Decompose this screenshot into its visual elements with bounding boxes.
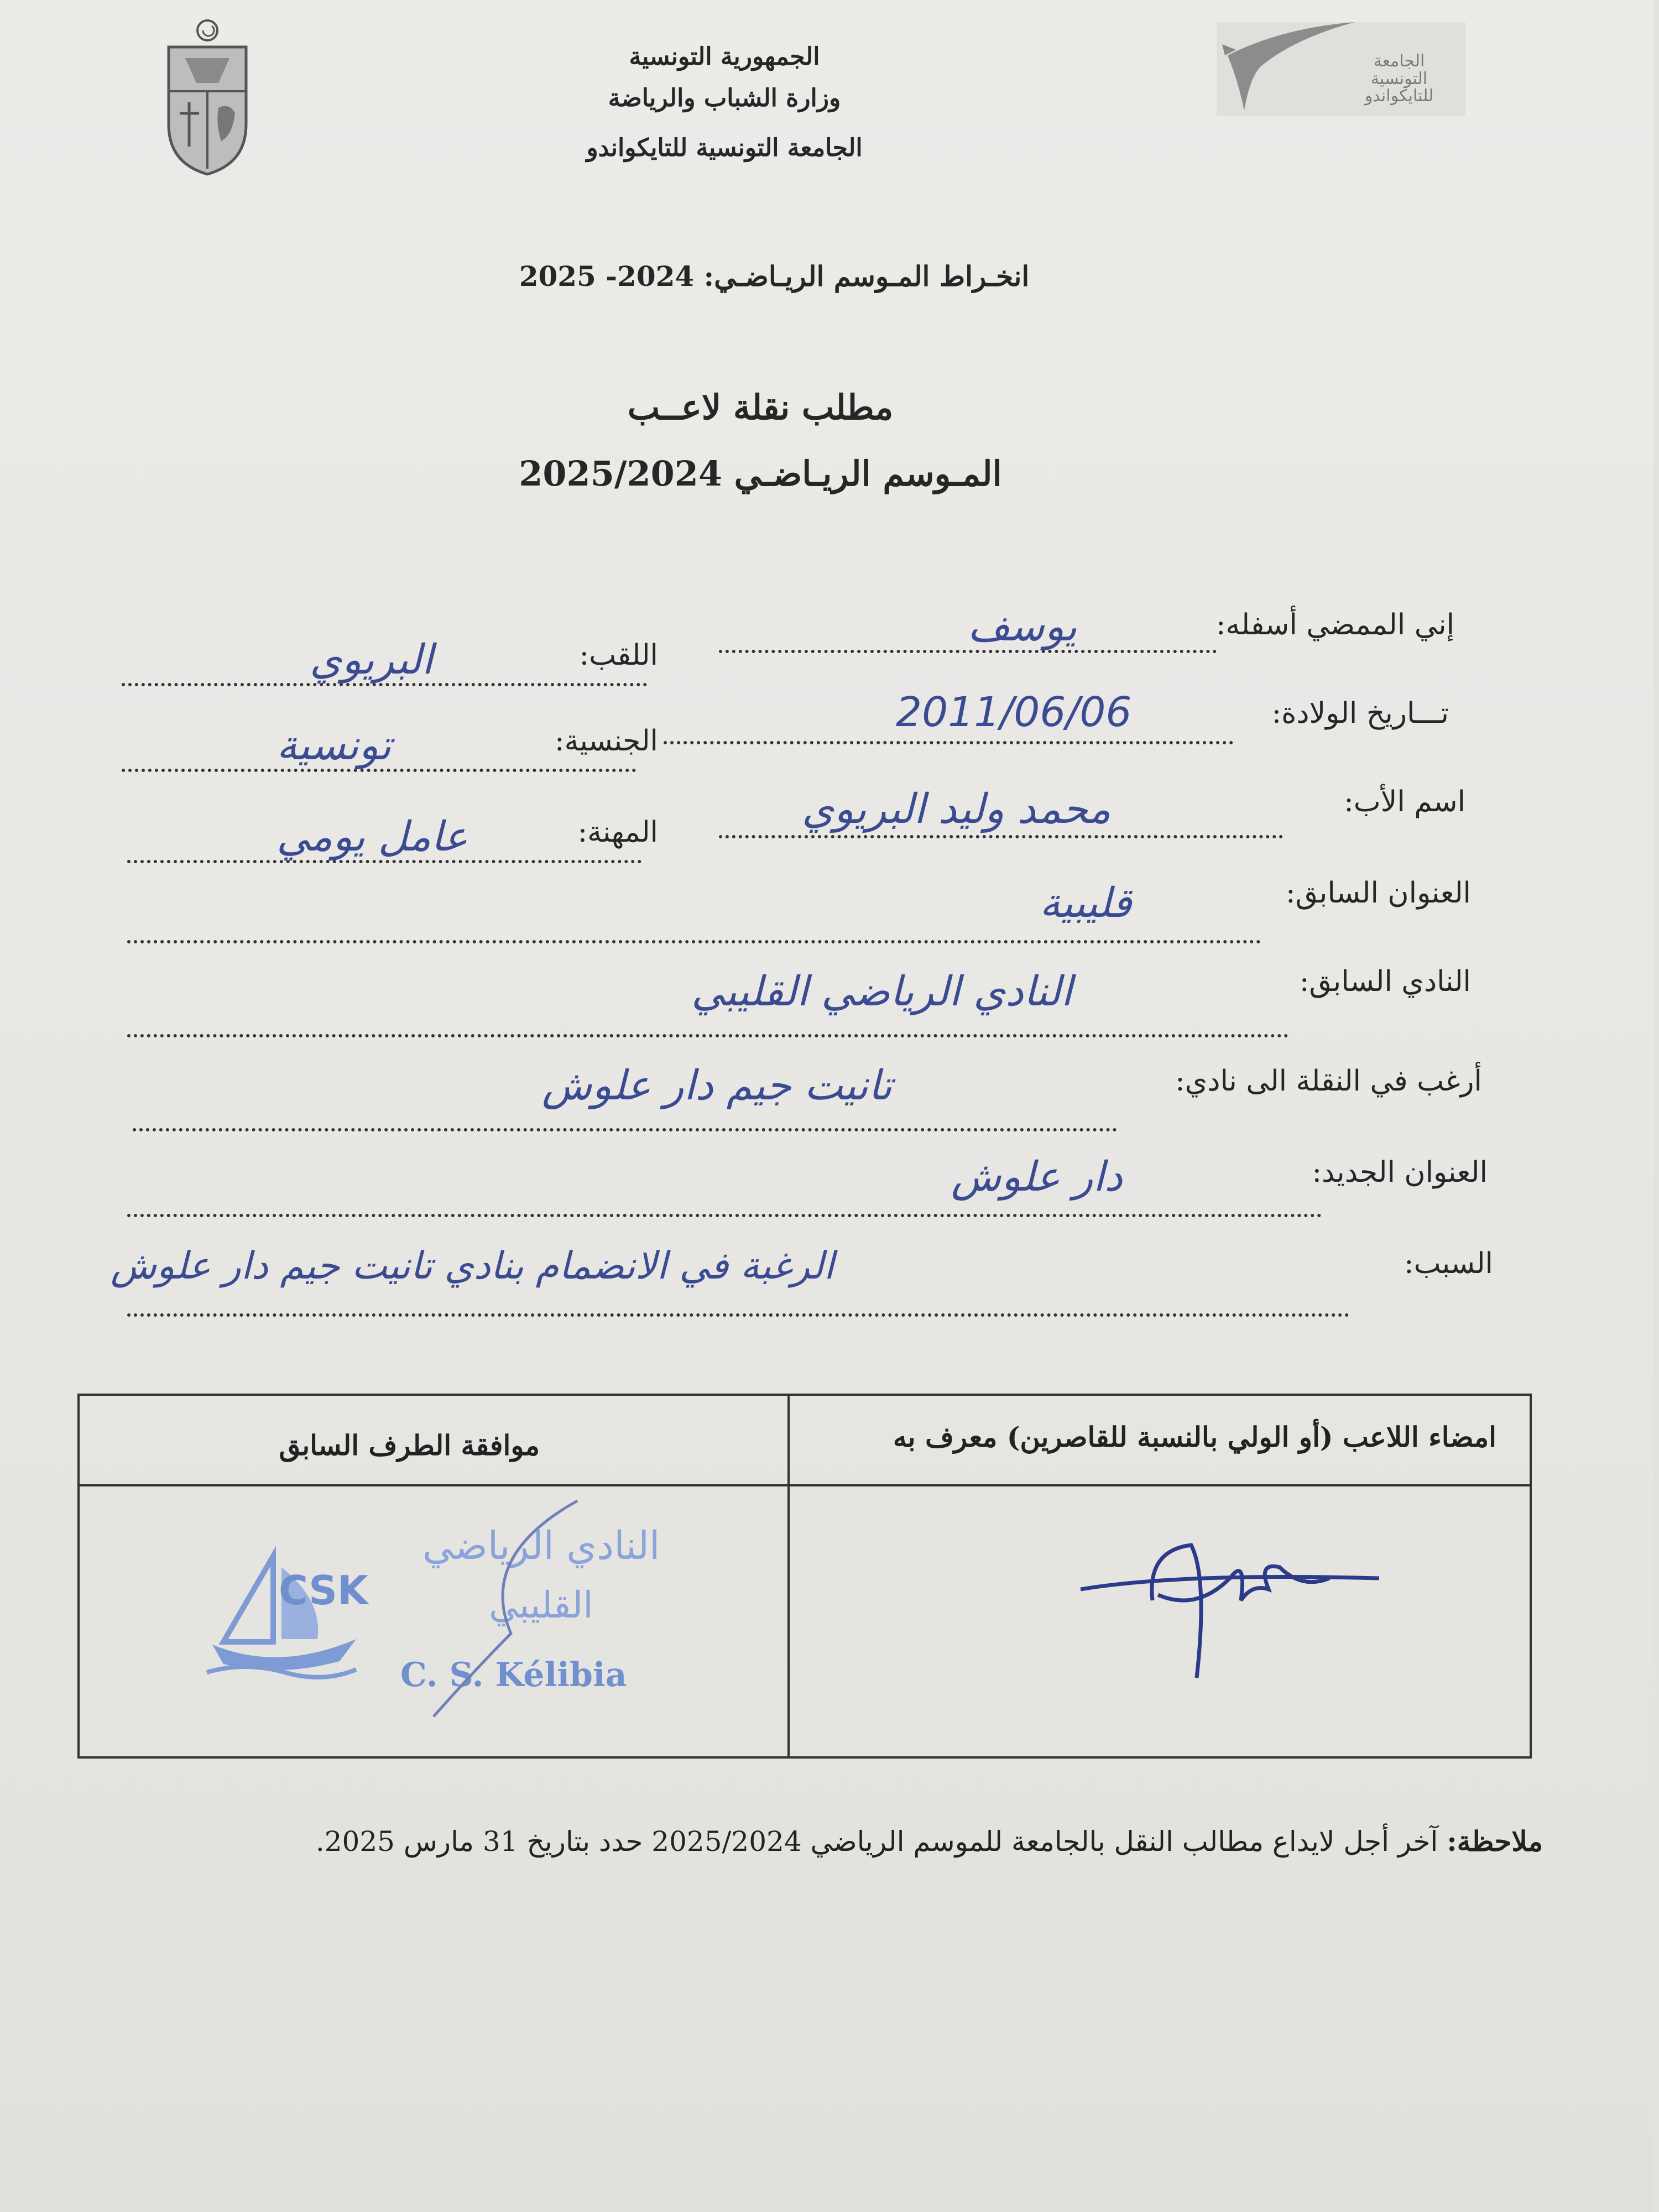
header-federation: الجامعة التونسية للتايكواندو <box>586 134 863 162</box>
stamp-latin: C. S. Kélibia <box>400 1656 627 1694</box>
new-address-dotline <box>127 1214 1322 1217</box>
old-club-label: النادي السابق: <box>1299 965 1471 998</box>
birth-date-value[interactable]: 2011/06/06 <box>896 688 1132 736</box>
player-signature <box>1070 1512 1401 1700</box>
reason-dotline <box>127 1313 1349 1317</box>
stamp-abbr: CSK <box>279 1567 368 1614</box>
note-text: آخر أجل لايداع مطالب النقل بالجامعة للموسم الرياضي 2025/2024 حدد بتاريخ 31 مارس 2025. <box>315 1825 1438 1858</box>
page-subtitle: المـوسم الريـاضـي 2025/2024 <box>519 453 1002 494</box>
table-header-divider <box>80 1484 1530 1486</box>
new-address-value[interactable]: دار علوش <box>951 1153 1123 1201</box>
page-title: مطلب نقلة لاعــب <box>627 387 894 427</box>
federation-logo <box>1217 22 1465 116</box>
nationality-value[interactable]: تونسية <box>276 722 392 769</box>
footer-note <box>316 1825 1543 1858</box>
player-signature-header: امضاء اللاعب (أو الولي بالنسبة للقاصرين) معرف به <box>893 1421 1496 1453</box>
name-value[interactable]: يوسف <box>968 603 1077 650</box>
birth-date-label: تـــاريخ الولادة: <box>1271 697 1449 730</box>
logo-text <box>1338 53 1460 105</box>
surname-value[interactable]: البريوي <box>310 636 434 684</box>
header-republic: الجمهورية التونسية <box>629 43 820 71</box>
birth-date-dotline <box>664 741 1233 744</box>
previous-party-approval-header: موافقة الطرف السابق <box>279 1429 540 1462</box>
surname-label: اللقب: <box>579 639 658 672</box>
stamp-signature-stroke <box>367 1490 588 1722</box>
stamp-arabic-line-2: القليبي <box>489 1584 593 1626</box>
approval-table <box>77 1394 1532 1759</box>
reason-label: السبب: <box>1404 1247 1493 1280</box>
logo-line-1: الجامعة <box>1373 51 1425 71</box>
father-name-dotline <box>719 835 1283 838</box>
new-club-value[interactable]: تانيت جيم دار علوش <box>542 1062 893 1109</box>
old-address-value[interactable]: قليبية <box>1040 879 1132 927</box>
father-name-label: اسم الأب: <box>1344 785 1465 818</box>
old-club-value[interactable]: النادي الرياضي القليبي <box>691 968 1072 1015</box>
old-club-dotline <box>127 1034 1288 1037</box>
logo-line-3: للتايكواندو <box>1364 86 1434 106</box>
old-address-label: العنوان السابق: <box>1286 877 1471 910</box>
profession-value[interactable]: عامل يومي <box>276 813 468 860</box>
father-name-value[interactable]: محمد وليد البريوي <box>802 785 1111 833</box>
old-address-dotline <box>127 940 1261 943</box>
nationality-label: الجنسية: <box>554 724 658 758</box>
profession-label: المهنة: <box>577 816 658 849</box>
club-stamp <box>190 1523 688 1744</box>
stamp-arabic-line-1: النادي الرياضي <box>422 1523 660 1568</box>
reason-value[interactable]: الرغبة في الانضمام بنادي تانيت جيم دار علوش <box>111 1244 834 1288</box>
header-ministry: وزارة الشباب والرياضة <box>608 84 841 112</box>
table-column-divider <box>787 1396 790 1756</box>
name-label: إني الممضي أسفله: <box>1215 608 1454 641</box>
note-label: ملاحظة: <box>1447 1825 1543 1858</box>
logo-line-2: التونسية <box>1370 69 1428 88</box>
new-address-label: العنوان الجديد: <box>1312 1156 1488 1189</box>
new-club-label: أرغب في النقلة الى نادي: <box>1175 1065 1482 1098</box>
season-line: انخـراط المـوسم الريـاضـي: 2024- 2025 <box>519 260 1030 293</box>
new-club-dotline <box>133 1128 1117 1131</box>
tunisia-emblem-icon <box>152 14 263 180</box>
